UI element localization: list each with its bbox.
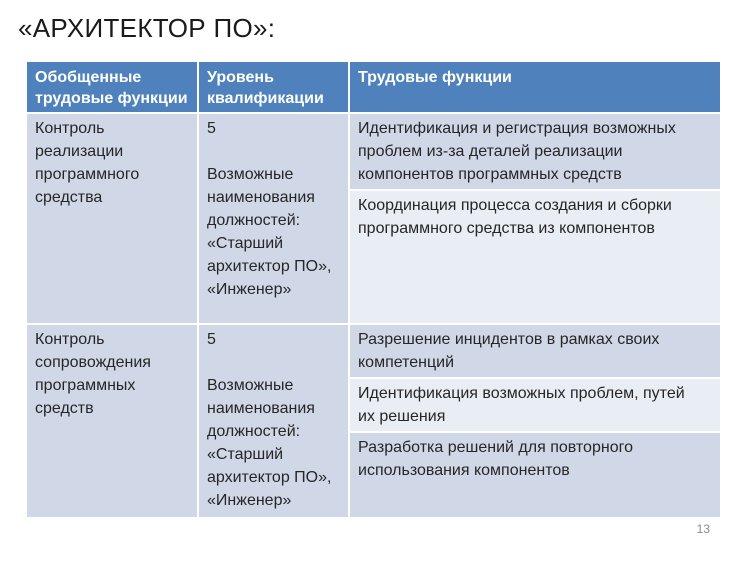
cell-qualification-2 (199, 325, 348, 517)
table-row (27, 114, 720, 189)
table-row (27, 325, 720, 377)
position-titles-2: Возможные наименования должностей: «Старший архитектор ПО», «Инженер» (207, 377, 332, 509)
col-header-qualification-level: Уровень квалификации (199, 62, 348, 112)
col-header-labor-functions: Трудовые функции (350, 62, 720, 112)
cell-generalized-function-2: Контроль сопровождения программных средств (27, 325, 197, 517)
slide-title: «АРХИТЕКТОР ПО»: (18, 13, 276, 43)
qualification-level-1: 5 (207, 120, 216, 137)
cell-labor-function: Разработка решений для повторного использования компонентов (350, 433, 720, 517)
cell-labor-function: Координация процесса создания и сборки программного средства из компонентов (350, 191, 720, 323)
cell-labor-function: Разрешение инцидентов в рамках своих компетенций (350, 325, 720, 377)
cell-labor-function: Идентификация возможных проблем, путей их решения (350, 379, 720, 431)
cell-generalized-function-1: Контроль реализации программного средства (27, 114, 197, 323)
cell-labor-function: Идентификация и регистрация возможных проблем из-за деталей реализации компонентов программных средств (350, 114, 720, 189)
competency-table (25, 60, 722, 519)
col-header-generalized-functions: Обобщенные трудовые функции (27, 62, 197, 112)
position-titles-1: Возможные наименования должностей: «Старший архитектор ПО», «Инженер» (207, 166, 332, 298)
cell-qualification-1 (199, 114, 348, 323)
qualification-level-2: 5 (207, 331, 216, 348)
page-number: 13 (696, 522, 710, 536)
table-header-row (27, 62, 720, 112)
